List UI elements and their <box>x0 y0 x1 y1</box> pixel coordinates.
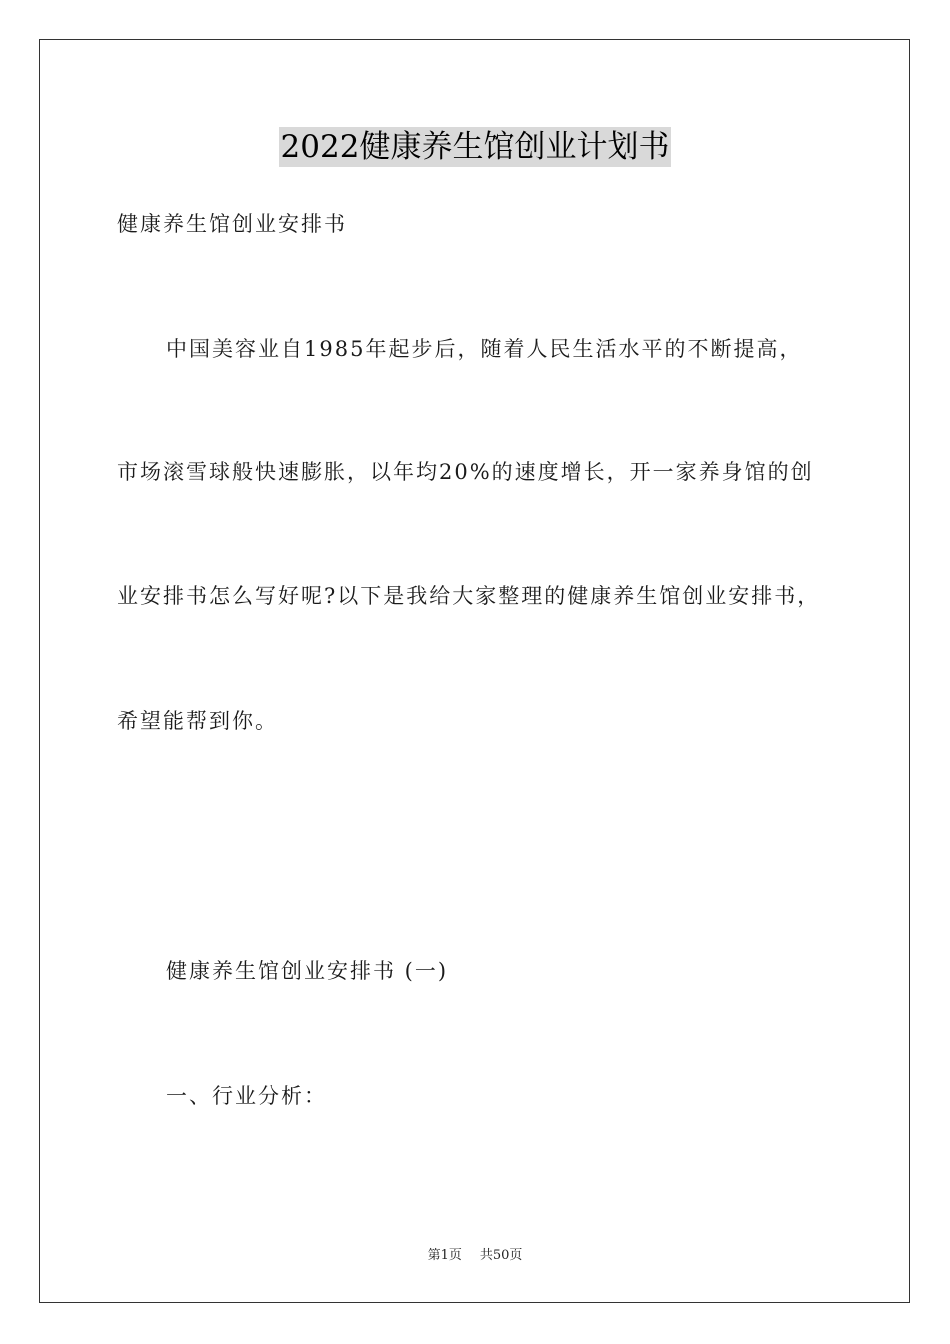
document-subtitle: 健康养生馆创业安排书 <box>117 212 347 236</box>
section-heading: 健康养生馆创业安排书 (一) <box>166 959 449 983</box>
paragraph-line: 市场滚雪球般快速膨胀，以年均20%的速度增长，开一家养身馆的创 <box>117 460 814 484</box>
document-title: 2022健康养生馆创业计划书 <box>280 129 670 165</box>
paragraph-line: 中国美容业自1985年起步后，随着人民生活水平的不断提高， <box>166 337 803 361</box>
page-total: 共50页 <box>479 1248 523 1263</box>
page-number: 第1页 <box>427 1248 462 1263</box>
subsection-heading: 一、行业分析： <box>166 1084 327 1108</box>
paragraph-line: 希望能帮到你。 <box>117 709 278 733</box>
paragraph-line: 业安排书怎么写好呢?以下是我给大家整理的健康养生馆创业安排书， <box>117 584 821 608</box>
page-footer <box>0 1247 950 1265</box>
